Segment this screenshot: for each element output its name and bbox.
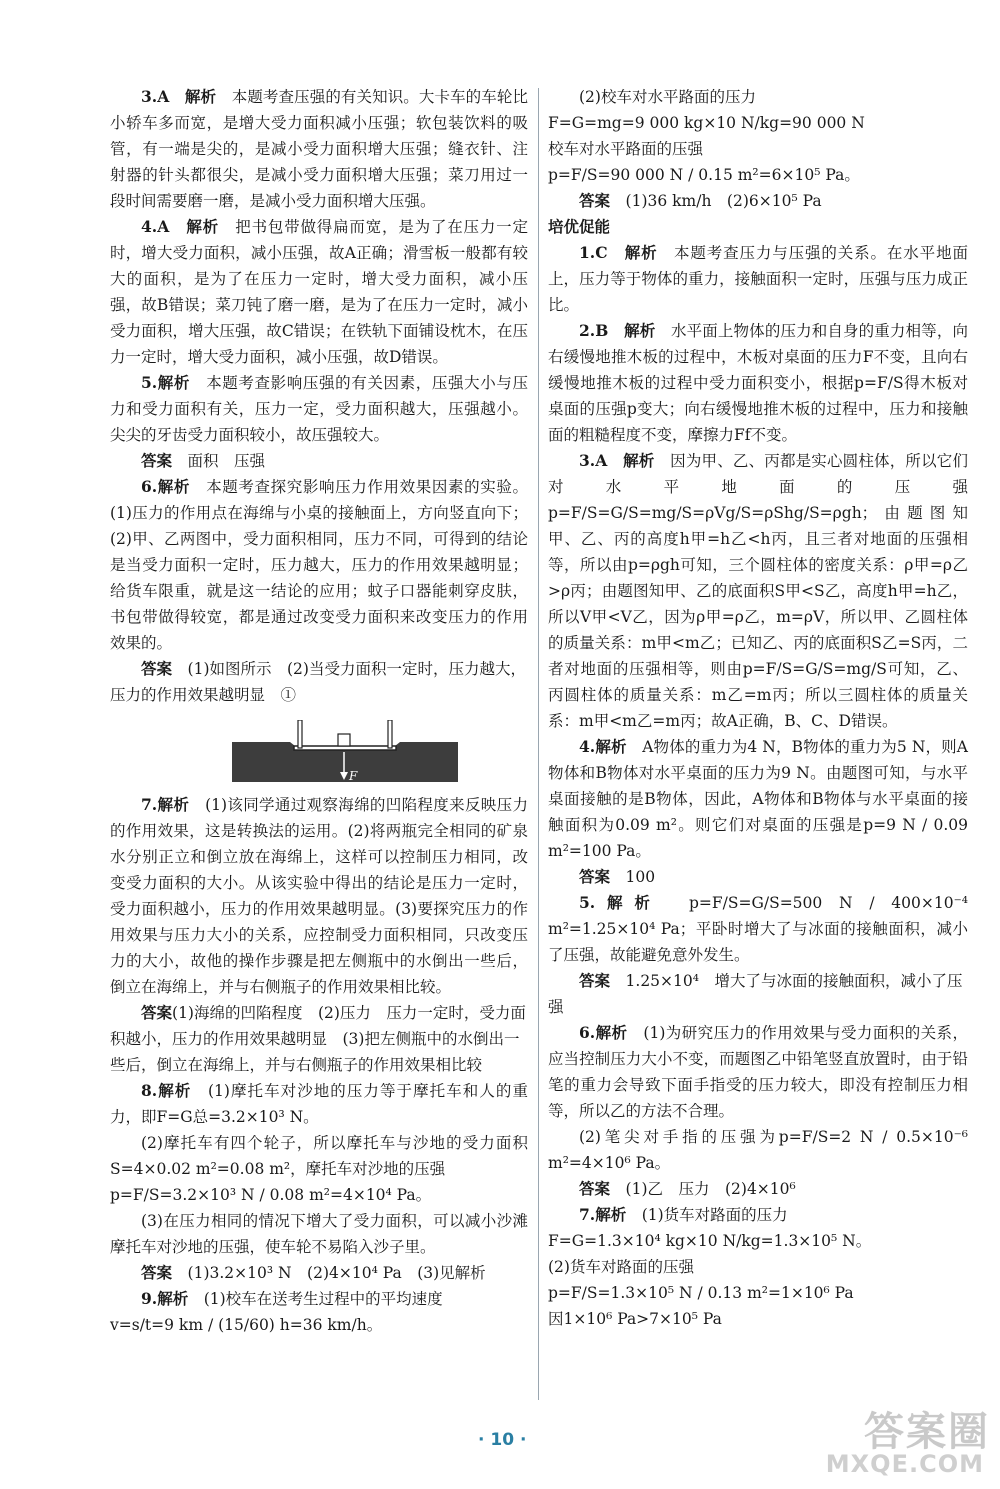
question-r2	[548, 318, 968, 448]
analysis-text: (3)在压力相同的情况下增大了受力面积，可以减小沙滩摩托车对沙地的压强，使车轮不易陷入沙子里。	[110, 1212, 528, 1256]
question-answer: A	[595, 451, 608, 470]
analysis-tag: 解析	[595, 1205, 627, 1224]
question-number: 6.	[141, 477, 158, 496]
force-label: F	[349, 769, 358, 783]
analysis-tag: 解析	[157, 1081, 192, 1100]
question-4	[110, 214, 528, 370]
analysis-tag: 解析	[624, 321, 656, 340]
analysis-text: (1)为研究压力的作用效果与受力面积的关系，应当控制压力大小不变，而题图乙中铅笔竖直放置时，由于铅笔的重力会导致下面手指受的压力较大，即没有控制压力相等，所以乙的方法不合理。	[548, 1024, 968, 1120]
question-5	[110, 370, 528, 448]
answer-6	[110, 656, 528, 708]
question-number: 9.	[141, 1289, 158, 1308]
formula: F=G=mg=9 000 kg×10 N/kg=90 000 N	[548, 114, 865, 132]
analysis-text: p=F/S=G/S=500 N / 400×10⁻⁴ m²=1.25×10⁴ Pa；平卧时增大了与冰面的接触面积，减小了压强，故能避免意外发生。	[548, 894, 968, 964]
question-number: 7.	[579, 1205, 596, 1224]
analysis-text: (2)笔尖对手指的压强为p=F/S=2 N / 0.5×10⁻⁶ m²=4×10⁶ Pa。	[548, 1128, 968, 1172]
answer-5	[110, 448, 528, 474]
answer-text: 1.25×10⁴ 增大了与冰面的接触面积，减小了压强	[548, 972, 963, 1016]
answer-text: (1)如图所示 (2)当受力面积一定时，压力越大，压力的作用效果越明显 ①	[110, 660, 526, 704]
answer-label: 答案	[579, 867, 611, 886]
analysis-text: (1)该同学通过观察海绵的凹陷程度来反映压力的作用效果，这是转换法的运用。(2)将两瓶完全相同的矿泉水分别正立和倒立放在海绵上，这样可以控制压力相同，改变受力面积的大小。从该实验中得出的结论是压力一定时，受力面积越小，压力的作用效果越明显。(3)要探究压力的作用效果与压力大小的关系，应控制受力面积相同，只改变压力的大小，故他的操作步骤是把左侧瓶中的水倒出一些后，倒立在海绵上，并与右侧瓶子的作用效果相比较。	[110, 796, 528, 996]
question-r6	[548, 1020, 968, 1124]
page-number: · 10 ·	[478, 1430, 527, 1450]
analysis-text: (2)摩托车有四个轮子，所以摩托车与沙地的受力面积S=4×0.02 m²=0.08 m²，摩托车对沙地的压强	[110, 1134, 528, 1178]
answer-r6	[548, 1176, 968, 1202]
answer-label: 答案	[141, 1003, 173, 1022]
question-number: 7.	[141, 795, 158, 814]
analysis-tag: 解析	[595, 1023, 628, 1042]
answer-label: 答案	[141, 451, 173, 470]
question-r5	[548, 890, 968, 968]
question-r4	[548, 734, 968, 864]
analysis-tag: 解析	[595, 893, 662, 912]
analysis-text: (2)校车对水平路面的压力	[579, 88, 756, 106]
question-number: 1.	[579, 243, 596, 262]
analysis-text: (2)货车对路面的压强	[548, 1258, 694, 1276]
question-6	[110, 474, 528, 656]
question-r3	[548, 448, 968, 734]
formula: p=F/S=3.2×10³ N / 0.08 m²=4×10⁴ Pa。	[110, 1186, 432, 1204]
analysis-text: (1)摩托车对沙地的压力等于摩托车和人的重力，即F=G总=3.2×10³ N。	[110, 1082, 528, 1126]
question-number: 2.	[579, 321, 596, 340]
question-r1	[548, 240, 968, 318]
question-number: 5.	[141, 373, 158, 392]
analysis-tag: 解析	[157, 795, 190, 814]
answer-9	[548, 188, 968, 214]
question-answer: C	[595, 243, 608, 262]
right-column	[548, 84, 968, 1332]
question-8	[110, 1078, 528, 1130]
question-number: 3.	[141, 87, 158, 106]
analysis-text: 因为甲、乙、丙都是实心圆柱体，所以它们对水平地面的压强p=F/S=G/S=mg/S=ρVg/S=ρShg/S=ρgh；由题图知甲、乙、丙的高度h甲=h乙<h丙，且三者对地面的压强相等，所以由p=ρgh可知，三个圆柱体的密度关系：ρ甲=ρ乙>ρ丙；由题图知甲、乙的底面积S甲<S乙，高度h甲=h乙，所以V甲<V乙，因为ρ甲=ρ乙，m=ρV，所以甲、乙圆柱体的质量关系：m甲<m乙；已知乙、丙的底面积S乙=S丙，二者对地面的压强相等，则由p=F/S=G/S=mg/S可知，乙、丙圆柱体的质量关系：m乙=m丙；所以三圆柱体的质量关系：m甲<m乙=m丙；故A正确，B、C、D错误。	[548, 452, 968, 730]
answer-7	[110, 1000, 528, 1078]
answer-r4	[548, 864, 968, 890]
watermark-line2: MXQE.COM	[825, 1450, 984, 1478]
answer-r5	[548, 968, 968, 1020]
answer-text: (1)36 km/h (2)6×10⁵ Pa	[625, 192, 822, 210]
answer-text: (1)乙 压力 (2)4×10⁶	[625, 1180, 796, 1198]
analysis-text: A物体的重力为4 N，B物体的重力为5 N，则A物体和B物体对水平桌面的压力为9 N。由题图可知，与水平桌面接触的是B物体，因此，A物体和B物体与水平桌面的接触面积为0.09 m²。则它们对桌面的压强是p=9 N / 0.09 m²=100 Pa。	[548, 738, 968, 860]
question-9	[110, 1286, 528, 1312]
answer-label: 答案	[141, 659, 173, 678]
watermark-line1: 答案圈	[864, 1409, 990, 1455]
analysis-text: 本题考查压强的有关知识。大卡车的车轮比小轿车多而宽，是增大受力面积减小压强；软包装饮料的吸管，有一端是尖的，是减小受力面积增大压强；缝衣针、注射器的针头都很尖，是减小受力面积增大压强；菜刀用过一段时间需要磨一磨，是减小受力面积增大压强。	[110, 88, 528, 210]
weight-block	[338, 734, 350, 746]
table-leg-left	[298, 720, 302, 748]
answer-text: 100	[625, 868, 656, 886]
question-number: 3.	[579, 451, 596, 470]
table-leg-right	[388, 720, 392, 748]
formula: p=F/S=90 000 N / 0.15 m²=6×10⁵ Pa。	[548, 166, 860, 184]
formula: p=F/S=1.3×10⁵ N / 0.13 m²=1×10⁶ Pa	[548, 1284, 854, 1302]
analysis-tag: 解析	[624, 243, 658, 262]
answer-label: 答案	[579, 1179, 611, 1198]
analysis-tag: 解析	[623, 451, 655, 470]
analysis-text: 本题考查压力与压强的关系。在水平地面上，压力等于物体的重力，接触面积一定时，压强与压力成正比。	[548, 244, 968, 314]
question-number: 6.	[579, 1023, 596, 1042]
answer-8	[110, 1260, 528, 1286]
formula: v=s/t=9 km / (15/60) h=36 km/h。	[110, 1316, 383, 1334]
answer-text: (1)3.2×10³ N (2)4×10⁴ Pa (3)见解析	[187, 1264, 486, 1282]
question-7	[110, 792, 528, 1000]
question-3	[110, 84, 528, 214]
formula: F=G=1.3×10⁴ kg×10 N/kg=1.3×10⁵ N。	[548, 1232, 872, 1250]
question-r7	[548, 1202, 968, 1228]
question-answer: A	[157, 87, 170, 106]
analysis-tag: 解析	[157, 373, 191, 392]
question-number: 5.	[579, 893, 596, 912]
analysis-tag: 解析	[186, 217, 219, 236]
sponge-table-figure	[230, 720, 460, 784]
analysis-tag: 解析	[595, 737, 627, 756]
analysis-tag: 解析	[184, 87, 217, 106]
question-answer: B	[595, 321, 609, 340]
answer-text: 面积 压强	[187, 452, 266, 470]
answer-label: 答案	[579, 971, 611, 990]
section-heading: 培优促能	[548, 217, 611, 236]
left-column	[110, 84, 528, 1338]
question-number: 8.	[141, 1081, 158, 1100]
watermark-logo	[820, 1400, 990, 1482]
answer-label: 答案	[141, 1263, 173, 1282]
analysis-text: (1)校车在送考生过程中的平均速度	[203, 1290, 443, 1308]
sponge-diagram	[230, 720, 460, 784]
question-number: 4.	[141, 217, 158, 236]
question-answer: A	[157, 217, 170, 236]
analysis-text: 校车对水平路面的压强	[548, 140, 704, 158]
question-number: 4.	[579, 737, 596, 756]
analysis-text: 本题考查探究影响压力作用效果因素的实验。(1)压力的作用点在海绵与小桌的接触面上，方向竖直向下；(2)甲、乙两图中，受力面积相同，压力不同，可得到的结论是当受力面积一定时，压力越大，压力的作用效果越明显；给货车限重，就是这一结论的应用；蚊子口器能刺穿皮肤，书包带做得较宽，都是通过改变受力面积来改变压力的作用效果的。	[110, 478, 528, 652]
analysis-text: 把书包带做得扁而宽，是为了在压力一定时，增大受力面积，减小压强，故A正确；滑雪板一般都有较大的面积，是为了在压力一定时，增大受力面积，减小压强，故B错误；菜刀钝了磨一磨，是为了在压力一定时，减小受力面积，增大压强，故C错误；在铁轨下面铺设枕木，在压力一定时，增大受力面积，减小压强，故D错误。	[110, 218, 528, 366]
answer-label: 答案	[579, 191, 611, 210]
analysis-text: 水平面上物体的压力和自身的重力相等，向右缓慢地推木板的过程中，木板对桌面的压力F不变，且向右缓慢地推木板的过程中受力面积变小，根据p=F/S得木板对桌面的压强p变大；向右缓慢地推木板的过程中，压力和接触面的粗糙程度不变，摩擦力Ff不变。	[548, 322, 968, 444]
analysis-text: 本题考查影响压强的有关因素，压强大小与压力和受力面积有关，压力一定，受力面积越大，压强越小。尖尖的牙齿受力面积较小，故压强较大。	[110, 374, 528, 444]
answer-text: (1)海绵的凹陷程度 (2)压力 压力一定时，受力面积越小，压力的作用效果越明显 (3)把左侧瓶中的水倒出一些后，倒立在海绵上，并与右侧瓶子的作用效果相比较	[110, 1004, 526, 1074]
column-divider	[538, 88, 539, 1400]
analysis-tag: 解析	[157, 1289, 189, 1308]
analysis-text: (1)货车对路面的压力	[641, 1206, 788, 1224]
analysis-text: 因1×10⁶ Pa>7×10⁵ Pa	[548, 1310, 722, 1328]
analysis-tag: 解析	[157, 477, 191, 496]
